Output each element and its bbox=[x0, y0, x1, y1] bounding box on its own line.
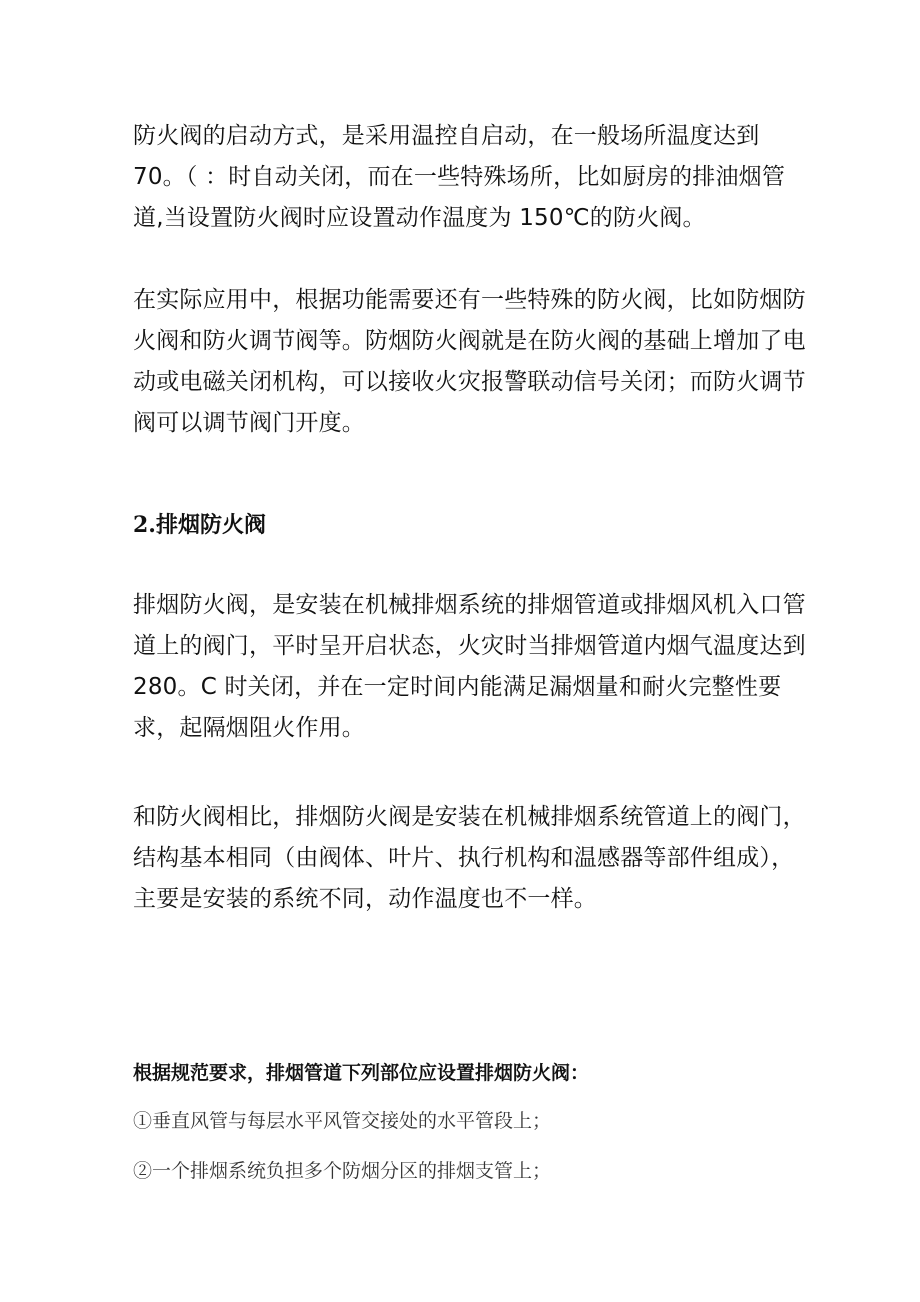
text-line: 火阀和防火调节阀等。防烟防火阀就是在防火阀的基础上增加了电 bbox=[133, 328, 806, 354]
text-line: 在实际应用中，根据功能需要还有一些特殊的防火阀，比如防烟防 bbox=[133, 287, 806, 313]
paragraph-special-fire-dampers bbox=[133, 280, 823, 444]
requirement-item: ②一个排烟系统负担多个防烟分区的排烟支管上； bbox=[133, 1160, 552, 1182]
text-line: 阀可以调节阀门开度。 bbox=[133, 410, 365, 436]
text-line: 主要是安装的系统不同，动作温度也不一样。 bbox=[133, 886, 597, 912]
text-line: 结构基本相同（由阀体、叶片、执行机构和温感器等部件组成）， bbox=[133, 845, 795, 871]
paragraph-smoke-exhaust-damper bbox=[133, 585, 823, 749]
text-line: 排烟防火阀，是安装在机械排烟系统的排烟管道或排烟风机入口管 bbox=[133, 592, 806, 618]
paragraph-fire-damper-activation bbox=[133, 116, 823, 239]
paragraph-comparison bbox=[133, 797, 823, 920]
section-heading: 2.排烟防火阀 bbox=[133, 512, 266, 538]
requirement-item: ①垂直风管与每层水平风管交接处的水平管段上； bbox=[133, 1110, 552, 1132]
text-line: 280。C 时关闭，并在一定时间内能满足漏烟量和耐火完整性要 bbox=[133, 674, 782, 700]
requirement-intro: 根据规范要求，排烟管道下列部位应设置排烟防火阀： bbox=[133, 1062, 590, 1084]
text-line: 和防火阀相比，排烟防火阀是安装在机械排烟系统管道上的阀门， bbox=[133, 804, 806, 830]
text-line: 防火阀的启动方式，是采用温控自启动，在一般场所温度达到 bbox=[133, 123, 760, 149]
text-line: 70。（ ：时自动关闭，而在一些特殊场所，比如厨房的排油烟管 bbox=[133, 164, 786, 190]
text-line: 动或电磁关闭机构，可以接收火灾报警联动信号关闭；而防火调节 bbox=[133, 369, 806, 395]
text-line: 道,当设置防火阀时应设置动作温度为 150℃的防火阀。 bbox=[133, 205, 706, 231]
text-line: 道上的阀门，平时呈开启状态，火灾时当排烟管道内烟气温度达到 bbox=[133, 633, 806, 659]
text-line: 求，起隔烟阻火作用。 bbox=[133, 715, 365, 741]
